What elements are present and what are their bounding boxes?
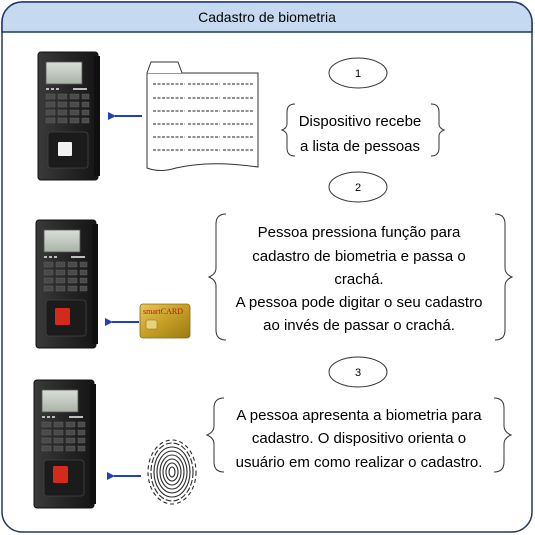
step-3-text-line-1: A pessoa apresenta a biometria para	[236, 407, 482, 424]
step-3-number: 3	[354, 367, 362, 379]
diagram-title: Cadastro de biometria	[198, 9, 336, 25]
step-2-text-line-5: ao invés de passar o crachá.	[263, 317, 455, 334]
step-3-text-line-3: usuário em como realizar o cadastro.	[235, 454, 483, 471]
step-2-text-line-1: Pessoa pressiona função para	[257, 224, 461, 241]
fingerprint-reader-icon	[38, 52, 100, 180]
fingerprint-reader-icon	[36, 220, 98, 348]
fingerprint-reader-icon	[34, 380, 96, 508]
step-2-text-line-3: crachá.	[334, 271, 384, 288]
step-2-text-line-2: cadastro de biometria e passa o	[252, 248, 466, 265]
step-3-text-line-2: cadastro. O dispositivo orienta o	[251, 430, 467, 447]
document-list-icon	[147, 62, 258, 171]
step-2-text-line-4: A pessoa pode digitar o seu cadastro	[235, 294, 483, 311]
card-label: smartCARD	[143, 307, 183, 316]
step-1-text-line-1: Dispositivo recebe	[298, 113, 422, 130]
step-2-number: 2	[354, 182, 362, 194]
step-1-number: 1	[354, 68, 362, 80]
step-1-text-line-2: a lista de pessoas	[299, 138, 421, 155]
smart-card-icon	[140, 304, 190, 338]
